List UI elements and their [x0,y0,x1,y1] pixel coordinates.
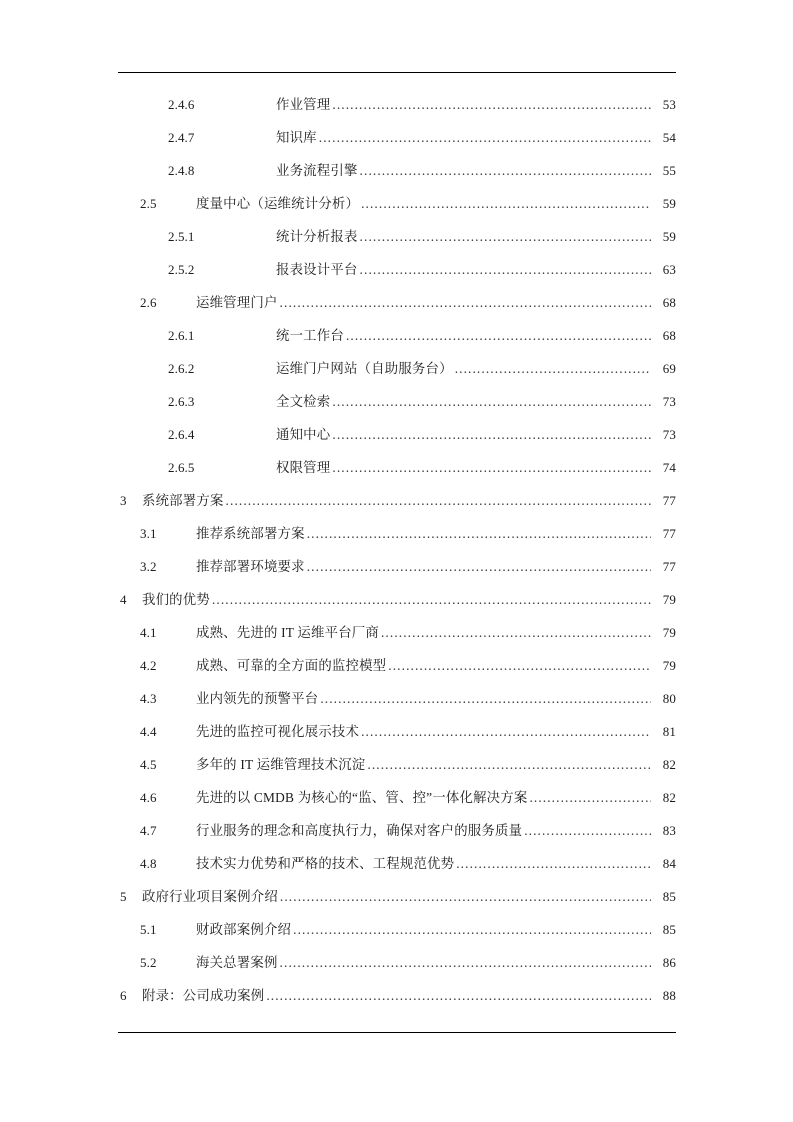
toc-entry-number: 5.2 [140,955,157,970]
toc-entry-title: 全文检索 [276,394,331,409]
toc-dot-leader [361,715,651,748]
toc-entry[interactable] [118,352,676,385]
toc-entry-title: 业务流程引擎 [276,163,358,178]
toc-entry-title: 政府行业项目案例介绍 [142,889,278,904]
toc-entry-number: 4.2 [140,658,157,673]
toc-entry-number: 2.5 [140,196,157,211]
toc-entry-page-number: 77 [662,526,676,541]
toc-entry-page-number: 88 [662,988,676,1003]
toc-entry-page-number: 53 [662,97,676,112]
toc-entry-number: 2.6.4 [168,427,195,442]
toc-entry[interactable] [118,649,676,682]
toc-entry-page-number: 73 [662,427,676,442]
toc-entry-title: 多年的 IT 运维管理技术沉淀 [196,757,366,772]
toc-entry-title: 先进的监控可视化展示技术 [196,724,360,739]
toc-entry-title: 统一工作台 [276,328,344,343]
toc-entry[interactable] [118,154,676,187]
toc-entry-page-number: 79 [662,658,676,673]
toc-entry-number: 4 [120,592,127,607]
toc-entry-page-number: 59 [662,229,676,244]
toc-entry[interactable] [118,814,676,847]
toc-entry-page-number: 54 [662,130,676,145]
toc-entry-page-number: 77 [662,559,676,574]
toc-entry-page-number: 59 [662,196,676,211]
toc-entry[interactable] [118,187,676,220]
toc-entry-page-number: 79 [662,625,676,640]
toc-dot-leader [346,319,651,352]
toc-entry-number: 5.1 [140,922,157,937]
toc-entry-title: 技术实力优势和严格的技术、工程规范优势 [196,856,455,871]
toc-entry[interactable] [118,220,676,253]
toc-entry-number: 2.6.1 [168,328,195,343]
toc-entry-title: 成熟、先进的 IT 运维平台厂商 [196,625,379,640]
toc-entry-number: 2.6.5 [168,460,195,475]
toc-entry[interactable] [118,979,676,1012]
toc-entry[interactable] [118,484,676,517]
toc-entry[interactable] [118,88,676,121]
toc-entry-number: 4.7 [140,823,157,838]
toc-entry[interactable] [118,319,676,352]
toc-dot-leader [524,814,651,847]
toc-entry[interactable] [118,286,676,319]
toc-dot-leader [456,847,651,880]
toc-entry-number: 2.4.7 [168,130,195,145]
toc-entry[interactable] [118,748,676,781]
toc-entry-title: 推荐部署环境要求 [196,559,305,574]
toc-dot-leader [332,451,651,484]
toc-entry[interactable] [118,385,676,418]
toc-entry[interactable] [118,616,676,649]
toc-entry-number: 2.6.2 [168,361,195,376]
footer-rule [118,1032,676,1033]
toc-entry-number: 3 [120,493,127,508]
toc-entry[interactable] [118,880,676,913]
toc-entry-number: 4.3 [140,691,157,706]
toc-entry[interactable] [118,715,676,748]
toc-dot-leader [529,781,651,814]
toc-entry-page-number: 82 [662,790,676,805]
toc-entry-number: 4.8 [140,856,157,871]
toc-dot-leader [381,616,651,649]
toc-entry-page-number: 82 [662,757,676,772]
toc-entry-title: 运维管理门户 [196,295,278,310]
toc-entry-title: 系统部署方案 [142,493,224,508]
toc-entry-page-number: 68 [662,295,676,310]
toc-entry-title: 财政部案例介绍 [196,922,292,937]
toc-entry-title: 行业服务的理念和高度执行力，确保对客户的服务质量 [196,823,523,838]
toc-entry-page-number: 79 [662,592,676,607]
toc-dot-leader [212,583,651,616]
toc-dot-leader [320,682,651,715]
toc-entry-title: 先进的以 CMDB 为核心的“监、管、控”一体化解决方案 [196,790,528,805]
toc-entry-page-number: 86 [662,955,676,970]
toc-dot-leader [367,748,651,781]
toc-entry-page-number: 83 [662,823,676,838]
toc-dot-leader [319,121,651,154]
toc-entry[interactable] [118,583,676,616]
toc-entry-number: 3.1 [140,526,157,541]
toc-entry[interactable] [118,418,676,451]
toc-entry-number: 4.1 [140,625,157,640]
toc-dot-leader [280,880,651,913]
toc-entry-number: 6 [120,988,127,1003]
toc-dot-leader [388,649,651,682]
toc-dot-leader [360,154,651,187]
toc-dot-leader [455,352,651,385]
toc-entry-number: 2.4.6 [168,97,195,112]
toc-entry-page-number: 69 [662,361,676,376]
toc-dot-leader [226,484,651,517]
toc-dot-leader [307,517,651,550]
toc-entry-number: 4.6 [140,790,157,805]
toc-entry[interactable] [118,253,676,286]
toc-entry-page-number: 81 [662,724,676,739]
toc-entry-title: 度量中心（运维统计分析） [196,196,360,211]
toc-entry-title: 权限管理 [276,460,331,475]
toc-entry-page-number: 55 [662,163,676,178]
toc-entry[interactable] [118,946,676,979]
toc-entry-number: 2.6.3 [168,394,195,409]
toc-entry[interactable] [118,451,676,484]
toc-dot-leader [332,88,651,121]
toc-entry-number: 4.4 [140,724,157,739]
toc-dot-leader [280,286,651,319]
table-of-contents [118,88,676,1012]
toc-entry-title: 业内领先的预警平台 [196,691,319,706]
toc-entry-page-number: 63 [662,262,676,277]
header-rule [118,72,676,73]
toc-dot-leader [293,913,651,946]
toc-dot-leader [307,550,651,583]
toc-dot-leader [266,979,651,1012]
toc-entry-number: 2.4.8 [168,163,195,178]
toc-entry-page-number: 80 [662,691,676,706]
toc-dot-leader [280,946,651,979]
toc-dot-leader [332,418,651,451]
toc-dot-leader [332,385,651,418]
toc-entry-title: 统计分析报表 [276,229,358,244]
toc-entry-number: 2.6 [140,295,157,310]
toc-entry-title: 我们的优势 [142,592,210,607]
toc-entry-title: 成熟、可靠的全方面的监控模型 [196,658,387,673]
toc-dot-leader [360,220,651,253]
toc-entry-number: 2.5.1 [168,229,195,244]
toc-entry[interactable] [118,121,676,154]
toc-dot-leader [361,187,651,220]
toc-entry-page-number: 85 [662,922,676,937]
toc-entry-page-number: 73 [662,394,676,409]
toc-entry-title: 运维门户网站（自助服务台） [276,361,453,376]
toc-entry[interactable] [118,781,676,814]
toc-entry[interactable] [118,913,676,946]
toc-entry-number: 4.5 [140,757,157,772]
toc-entry-page-number: 68 [662,328,676,343]
toc-entry-number: 5 [120,889,127,904]
toc-entry-page-number: 74 [662,460,676,475]
toc-entry[interactable] [118,682,676,715]
toc-entry[interactable] [118,847,676,880]
toc-entry-title: 通知中心 [276,427,331,442]
toc-dot-leader [360,253,651,286]
toc-entry-number: 3.2 [140,559,157,574]
toc-entry[interactable] [118,517,676,550]
toc-entry[interactable] [118,550,676,583]
toc-entry-title: 海关总署案例 [196,955,278,970]
toc-entry-title: 报表设计平台 [276,262,358,277]
toc-entry-title: 知识库 [276,130,317,145]
toc-entry-title: 推荐系统部署方案 [196,526,305,541]
toc-entry-number: 2.5.2 [168,262,195,277]
toc-entry-page-number: 77 [662,493,676,508]
toc-entry-page-number: 85 [662,889,676,904]
toc-entry-title: 附录：公司成功案例 [142,988,265,1003]
toc-entry-page-number: 84 [662,856,676,871]
toc-entry-title: 作业管理 [276,97,331,112]
